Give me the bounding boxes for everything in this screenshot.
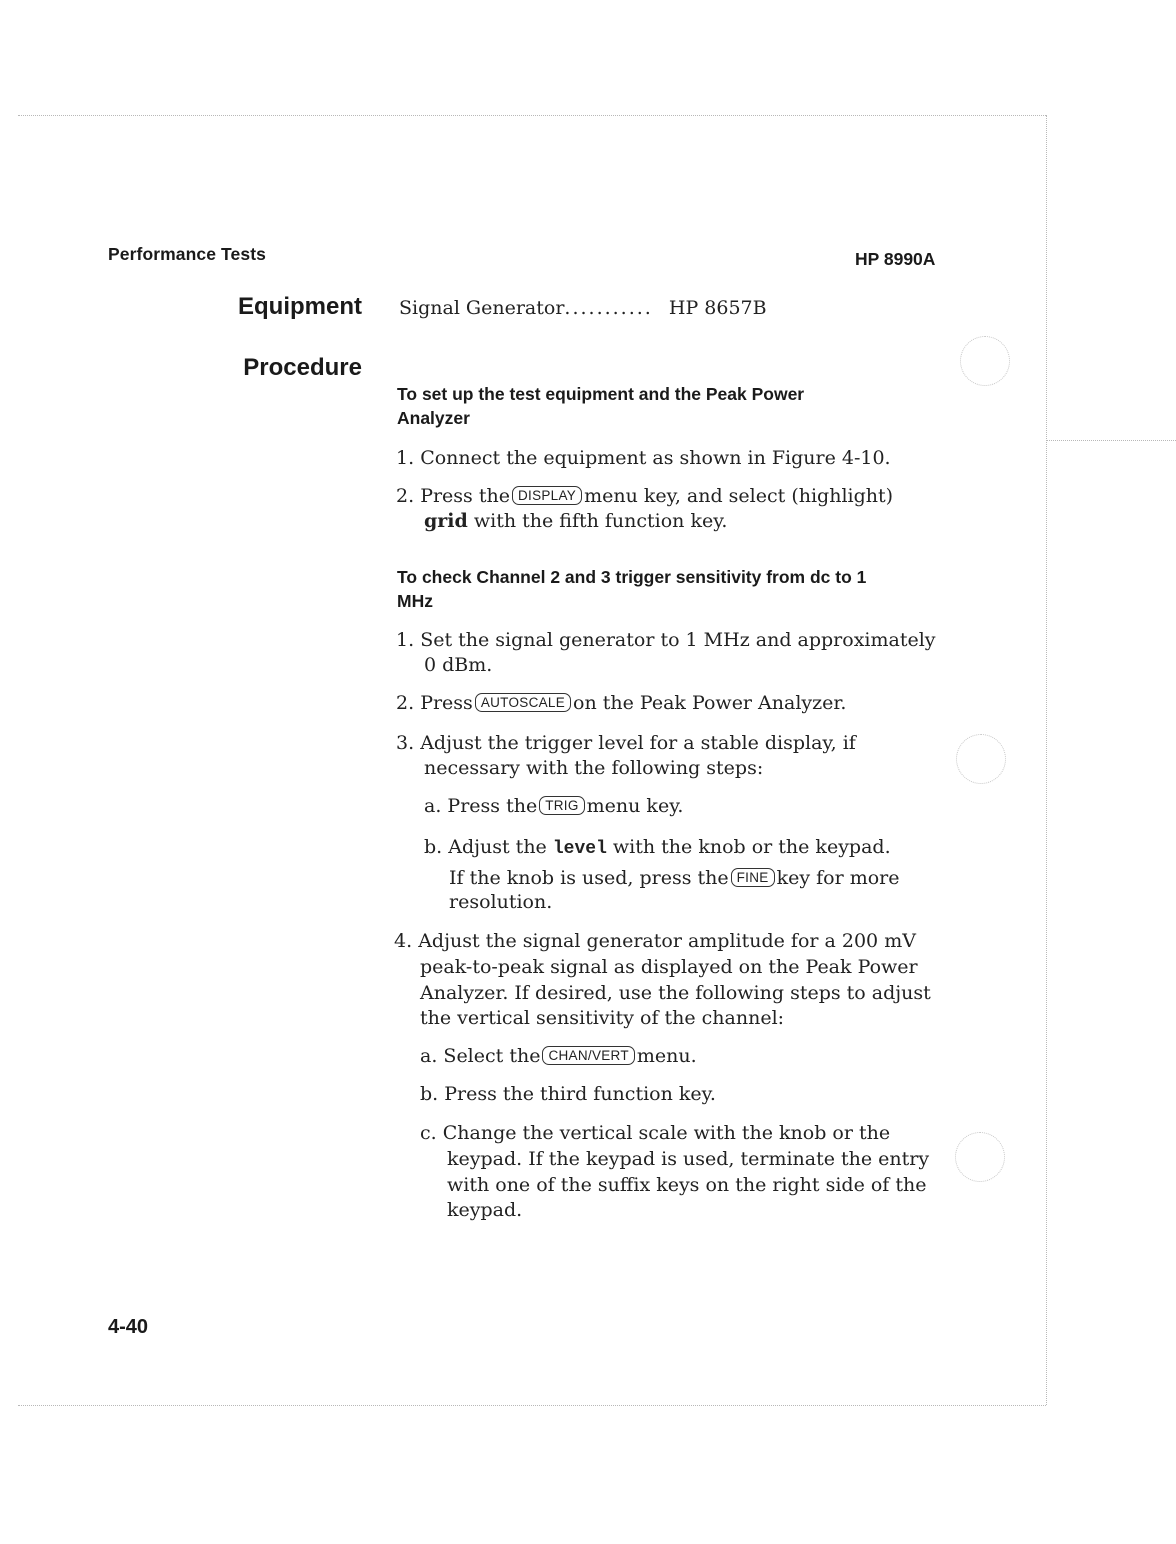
check-step-3b-cont (449, 866, 949, 891)
step-number: 1. (396, 629, 415, 651)
equipment-model: HP 8657B (668, 297, 767, 319)
punch-hole-middle (956, 734, 1006, 784)
step-text: Press (420, 692, 473, 714)
step-text: Change the vertical scale with the knob or the (442, 1122, 891, 1144)
step-text: Press the third function key. (444, 1083, 716, 1105)
check-step-2 (396, 691, 956, 716)
check-step-4c (420, 1121, 940, 1146)
step-number: 2. (396, 692, 415, 714)
step-text: menu key, and select (highlight) (584, 485, 894, 507)
step-text: on the Peak Power Analyzer. (573, 692, 847, 714)
step-text: Adjust the signal generator amplitude for a 200 mV (418, 930, 916, 952)
step-text: with the fifth function key. (473, 510, 728, 532)
scan-edge-tab (1046, 440, 1176, 441)
check-step-4-line3: Analyzer. If desired, use the following steps to adjust (420, 982, 931, 1004)
step-number: 3. (396, 732, 415, 754)
scan-edge-bottom (18, 1405, 1046, 1406)
step-text: If the knob is used, press the (449, 867, 729, 889)
substep-label: a. (420, 1045, 438, 1067)
procedure-heading: Procedure (243, 354, 362, 381)
equipment-item: Signal Generator (399, 297, 565, 319)
check-heading (397, 565, 947, 613)
step-text: Connect the equipment as shown in Figure 4-10. (420, 447, 891, 469)
check-heading-line2: MHz (397, 591, 433, 611)
check-step-4c-line2: keypad. If the keypad is used, terminate the entry (447, 1148, 930, 1170)
running-header-section: Performance Tests (108, 244, 266, 264)
step-text: with the knob or the keypad. (612, 836, 891, 858)
trig-key: TRIG (539, 796, 584, 815)
equipment-leader: ........... (564, 297, 653, 319)
check-step-3-cont: necessary with the following steps: (424, 757, 764, 779)
display-key: DISPLAY (512, 486, 582, 505)
check-step-3a (424, 794, 944, 819)
setup-step-2-cont (424, 509, 964, 534)
substep-label: c. (420, 1122, 437, 1144)
check-step-4-line4: the vertical sensitivity of the channel: (420, 1007, 785, 1029)
check-step-4b (420, 1082, 940, 1107)
chan-vert-key: CHAN/VERT (542, 1046, 634, 1065)
setup-heading-line1: To set up the test equipment and the Peak Power (397, 384, 805, 404)
check-step-3b-cont2: resolution. (449, 891, 553, 913)
equipment-line (399, 296, 767, 321)
punch-hole-top (960, 336, 1010, 386)
step-text: menu. (636, 1045, 697, 1067)
punch-hole-bottom (955, 1132, 1005, 1182)
scan-edge-top (18, 115, 1046, 116)
check-step-3 (396, 731, 956, 756)
step-number: 4. (394, 930, 413, 952)
grid-term: grid (424, 510, 468, 532)
page-number: 4-40 (108, 1316, 149, 1338)
substep-label: b. (420, 1083, 439, 1105)
scan-edge-right (1046, 115, 1047, 1405)
check-step-4a (420, 1044, 940, 1069)
fine-key: FINE (731, 868, 775, 887)
autoscale-key: AUTOSCALE (475, 693, 571, 712)
step-text: menu key. (586, 795, 684, 817)
step-text: Press the (420, 485, 510, 507)
check-step-3b (424, 835, 944, 862)
setup-step-2 (396, 484, 956, 509)
step-text: Set the signal generator to 1 MHz and approximately (420, 629, 936, 651)
running-header-model: HP 8990A (855, 249, 936, 269)
check-step-4c-line3: with one of the suffix keys on the right side of the (447, 1174, 927, 1196)
step-text: key for more (776, 867, 900, 889)
check-step-4-line2: peak-to-peak signal as displayed on the Peak Power (420, 956, 918, 978)
setup-heading (397, 382, 947, 430)
substep-label: b. (424, 836, 443, 858)
step-number: 1. (396, 447, 415, 469)
check-step-1-cont: 0 dBm. (424, 654, 493, 676)
equipment-heading: Equipment (238, 293, 362, 320)
step-text: Select the (443, 1045, 541, 1067)
setup-step-1 (396, 446, 956, 471)
check-step-4 (394, 929, 954, 954)
check-heading-line1: To check Channel 2 and 3 trigger sensitivity from dc to 1 (397, 567, 867, 587)
step-text: Adjust the (448, 836, 547, 858)
step-text: Press the (447, 795, 538, 817)
step-text: Adjust the trigger level for a stable display, if (420, 732, 856, 754)
substep-label: a. (424, 795, 442, 817)
level-softkey: level (552, 839, 607, 859)
check-step-1 (396, 628, 956, 653)
check-step-4c-line4: keypad. (447, 1199, 523, 1221)
setup-heading-line2: Analyzer (397, 408, 470, 428)
step-number: 2. (396, 485, 415, 507)
